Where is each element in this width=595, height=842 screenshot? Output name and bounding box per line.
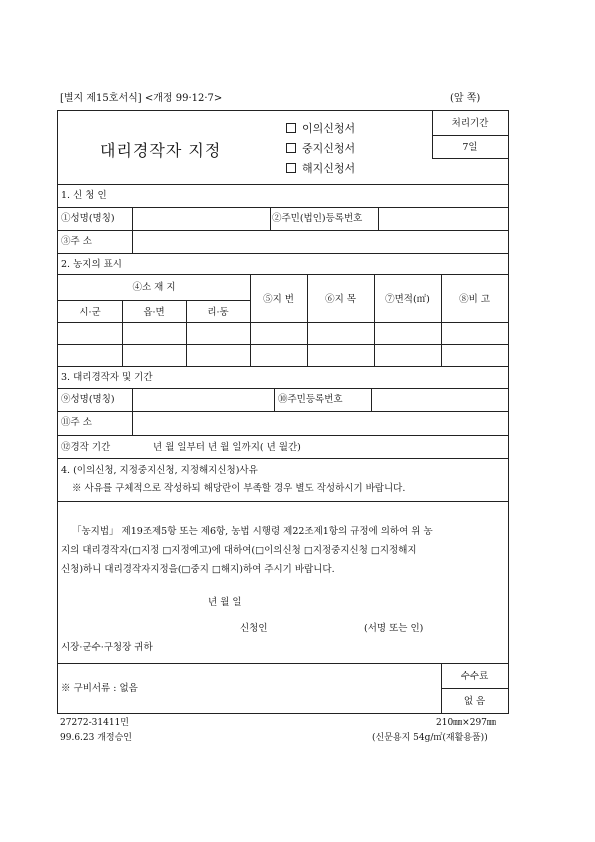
form-reference: [별지 제15호서식] <개정 99·12·7>	[60, 93, 223, 104]
proxy-name-label: ⑨성명(명칭)	[61, 394, 115, 405]
checkbox-icon[interactable]	[286, 123, 296, 133]
fee-value: 없 음	[463, 696, 486, 707]
col-village: 리·동	[207, 307, 229, 318]
applicant-sign-label: 신청인	[240, 623, 268, 634]
required-documents: ※ 구비서류 : 없음	[61, 683, 138, 694]
applicant-name-field[interactable]	[133, 208, 269, 230]
declaration-date[interactable]: 년 월 일	[208, 597, 242, 608]
applicant-address-label: ③주 소	[61, 236, 92, 247]
proxy-address-label: ⑪주 소	[61, 417, 92, 428]
col-land-category: ⑥지 목	[325, 294, 356, 305]
applicant-address-field[interactable]	[133, 231, 507, 253]
col-remarks: ⑧비 고	[459, 294, 490, 305]
application-form	[57, 110, 509, 714]
declaration-line-3: 신청)하니 대리경작자지정을(□중지 □해지)하여 주시기 바랍니다.	[61, 564, 335, 575]
approval-note: 99.6.23 개정승인	[60, 733, 132, 743]
paper-size: 210㎜×297㎜	[436, 718, 496, 728]
processing-period-value: 7일	[462, 142, 478, 153]
proxy-id-field[interactable]	[372, 389, 507, 411]
applicant-id-field[interactable]	[379, 208, 507, 230]
checkbox-icon[interactable]	[286, 163, 296, 173]
section3-heading: 3. 대리경작자 및 기간	[61, 372, 153, 383]
period-value[interactable]: 년 월 일부터 년 월 일까지( 년 월간)	[153, 442, 301, 453]
section4-heading: 4. (이의신청, 지정중지신청, 지정해지신청)사유	[61, 465, 258, 476]
declaration-line-2: 지의 대리경작자(□지정 □지정예고)에 대하여(□이의신청 □지정중지신청 □지정해지	[61, 545, 417, 556]
col-area: ⑦면적(㎡)	[385, 294, 430, 305]
applicant-name-label: ①성명(명칭)	[61, 213, 115, 224]
period-label: ⑫경작 기간	[61, 442, 111, 453]
checkbox-icon[interactable]	[286, 143, 296, 153]
location-label: ④소 재 지	[132, 282, 176, 293]
form-code: 27272-31411민	[60, 718, 129, 728]
proxy-id-label: ⑩주민등록번호	[278, 394, 343, 405]
page-side-label: (앞 쪽)	[450, 93, 481, 104]
proxy-address-field[interactable]	[133, 412, 507, 434]
section1-heading: 1. 신 청 인	[61, 190, 107, 201]
fee-label: 수수료	[460, 671, 489, 682]
form-title: 대리경작자 지정	[100, 141, 222, 160]
option-objection[interactable]: 이의신청서	[286, 123, 355, 134]
paper-type: (신문용지 54g/㎡(재활용품))	[372, 733, 488, 743]
land-row-1[interactable]	[58, 323, 508, 344]
signature-placeholder[interactable]: (서명 또는 인)	[364, 623, 424, 634]
section2-heading: 2. 농지의 표시	[61, 259, 122, 270]
land-row-2[interactable]	[58, 345, 508, 366]
option-termination[interactable]: 해지신청서	[286, 163, 355, 174]
applicant-id-label: ②주민(법인)등록번호	[272, 213, 363, 224]
col-city: 시·군	[79, 307, 101, 318]
section4-note: ※ 사유를 구체적으로 작성하되 해당란이 부족할 경우 별도 작성하시기 바랍니다.	[72, 483, 406, 494]
processing-period-label: 처리기간	[451, 118, 489, 129]
option-suspension[interactable]: 중지신청서	[286, 143, 355, 154]
col-town: 읍·면	[143, 307, 165, 318]
declaration-line-1: 「농지법」 제19조제5항 또는 제6항, 농법 시행령 제22조제1항의 규정에 의하여 위 농	[72, 526, 433, 537]
proxy-name-field[interactable]	[133, 389, 273, 411]
addressee: 시장·군수·구청장 귀하	[61, 642, 153, 653]
col-lot-number: ⑤지 번	[263, 294, 294, 305]
